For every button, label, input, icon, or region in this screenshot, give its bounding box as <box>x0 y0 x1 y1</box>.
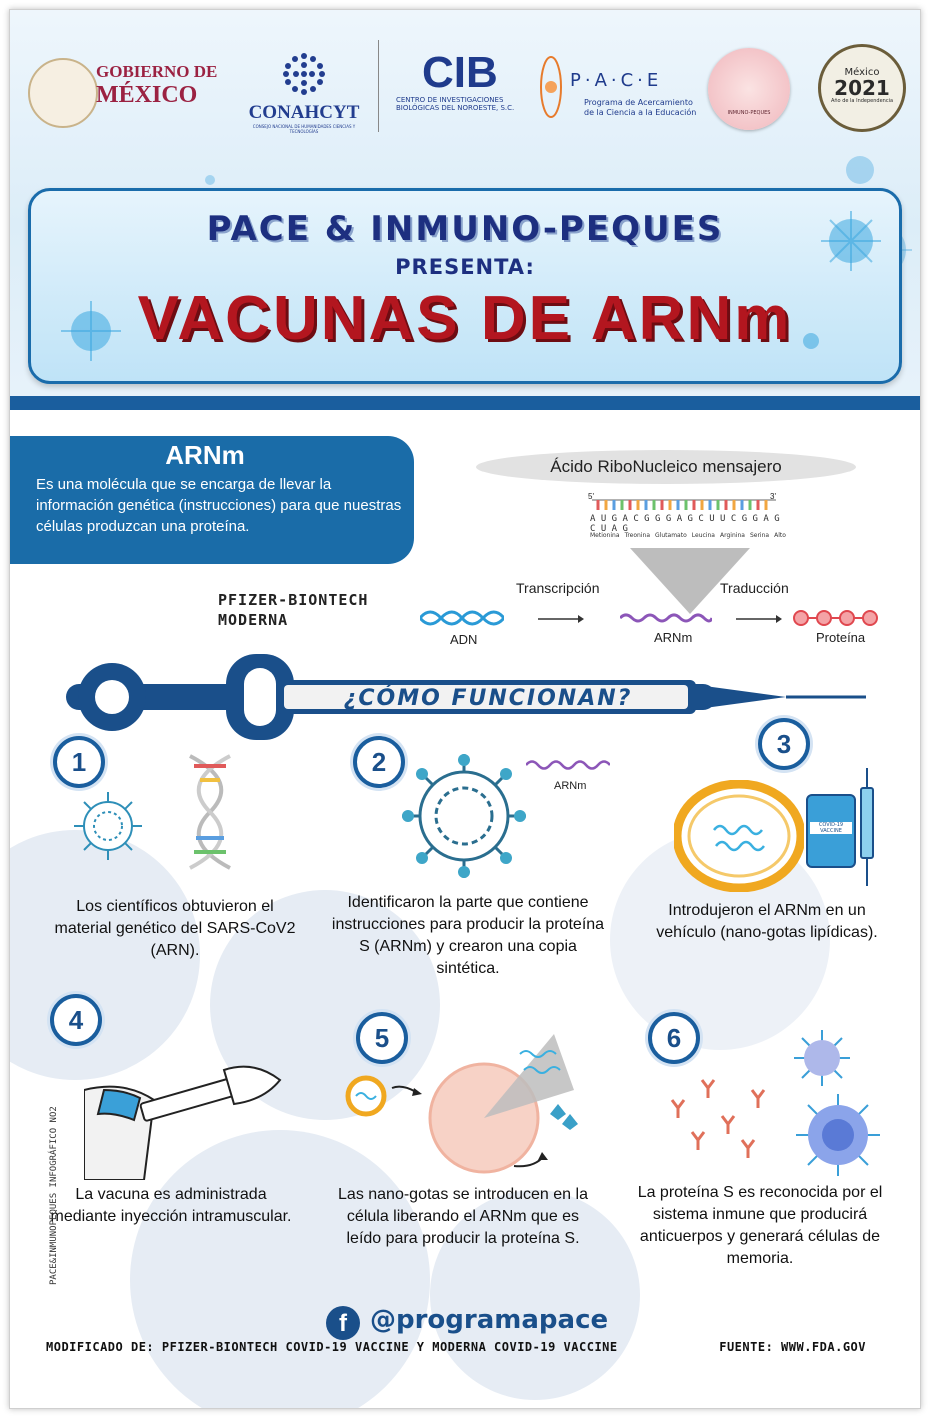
coronavirus-cross-section-icon <box>402 754 526 878</box>
footer-source: FUENTE: WWW.FDA.GOV <box>719 1340 866 1354</box>
conahcyt-sublabel: CONSEJO NACIONAL DE HUMANIDADES CIENCIAS Y TECNOLOGÍAS <box>252 124 356 134</box>
title-line-1: PACE & INMUNO-PEQUES <box>206 209 724 249</box>
cib-sub2: BIOLÓGICAS DEL NOROESTE, S.C. <box>396 104 515 112</box>
arrow-right-icon <box>538 614 584 624</box>
step-2-text: Identificaron la parte que contiene instrucciones para producir la proteína S (ARNm) y crearon una copia sintética. <box>331 894 605 977</box>
amino-acid-row <box>590 532 786 539</box>
cell-entry-icon <box>344 1034 584 1184</box>
brand-pfizer: PFIZER-BIONTECH <box>218 591 369 609</box>
gobierno-seal-icon <box>28 58 98 128</box>
translation-label: Traducción <box>720 580 789 596</box>
step-2-number: 2 <box>353 736 405 788</box>
step-2-arnm-label: ARNm <box>554 780 587 792</box>
side-credit: PACE&INMUNOPEQUES INFOGRÁFICO NO2 <box>49 1106 59 1285</box>
facebook-icon[interactable]: f <box>326 1306 360 1340</box>
mexico-2021-line3: Año de la Independencia <box>830 98 894 104</box>
amino-acid-label: Serina <box>749 532 770 539</box>
gobierno-line2: MÉXICO <box>96 82 198 108</box>
arnm-strand-icon <box>526 756 610 774</box>
amino-acid-label: Arginina <box>720 532 745 539</box>
conahcyt-label: CONAHCYT <box>248 102 360 123</box>
pace-sub1: Programa de Acercamiento <box>584 98 693 107</box>
arrow-right-icon <box>736 614 782 624</box>
mrna-strand-icon <box>592 498 776 512</box>
dna-helix-icon <box>420 606 504 630</box>
mexico-2021-line2: 2021 <box>834 76 890 100</box>
amino-acid-label: Treonina <box>624 532 650 539</box>
protein-chain-icon <box>792 608 884 628</box>
mexico-2021-line1: México <box>844 67 880 78</box>
pace-sub2: de la Ciencia a la Educación <box>584 108 697 117</box>
step-6-text: La proteína S es reconocida por el sistema inmune que producirá anticuerpos y generará células de memoria. <box>637 1184 883 1267</box>
injection-arm-icon <box>84 1060 284 1180</box>
title-main: VACUNAS DE ARNm <box>137 284 793 353</box>
virus-icon <box>72 790 144 862</box>
brand-moderna: MODERNA <box>218 611 289 629</box>
title-line-2: PRESENTA: <box>395 255 535 279</box>
cib-sub1: CENTRO DE INVESTIGACIONES <box>396 96 504 104</box>
mrna-name-pill: Ácido RiboNucleico mensajero <box>476 450 856 484</box>
inmuno-peques-logo <box>708 48 790 130</box>
step-4-number: 4 <box>50 994 102 1046</box>
step-5-text: Las nano-gotas se introducen en la célula liberando el ARNm que es leído para producir la proteína S. <box>338 1186 588 1247</box>
conahcyt-dots-icon <box>280 50 328 98</box>
step-5-number: 5 <box>356 1012 408 1064</box>
infographic <box>9 9 921 1409</box>
gobierno-line1: GOBIERNO DE <box>96 62 218 81</box>
rna-helix-icon <box>170 752 250 872</box>
cib-label: CIB <box>422 48 498 97</box>
amino-acid-label: Alto <box>774 532 786 539</box>
lipid-nanoparticle-icon <box>674 780 804 892</box>
footer <box>46 1340 896 1354</box>
mrna-wave-icon <box>620 608 712 628</box>
step-4-text: La vacuna es administrada mediante inyección intramuscular. <box>50 1186 292 1225</box>
vial-label: COVID-19 VACCINE <box>810 822 852 834</box>
amino-acid-label: Metionina <box>590 532 620 539</box>
step-1-text: Los científicos obtuvieron el material genético del SARS-CoV2 (ARN). <box>54 898 296 959</box>
mrna-sequence: A U G A C G G G A G C U U C G G A G C U A G <box>590 514 780 534</box>
five-prime-label: 5' <box>588 492 594 501</box>
gobierno-logo <box>96 62 236 109</box>
adn-label: ADN <box>450 632 478 647</box>
conahcyt-logo <box>242 50 366 134</box>
blue-divider-band <box>10 396 920 410</box>
title-box <box>28 188 902 384</box>
syringe-icon <box>852 768 882 888</box>
vaccine-vial-icon <box>806 794 856 868</box>
step-6-number: 6 <box>648 1012 700 1064</box>
arnm-title: ARNm <box>165 440 245 470</box>
pace-label: P·A·C·E <box>570 70 663 91</box>
cib-logo <box>396 50 522 112</box>
protein-label: Proteína <box>816 630 866 645</box>
step-3-text: Introdujeron el ARNm en un vehículo (nano-gotas lipídicas). <box>656 902 878 941</box>
arnm-description: Es una molécula que se encarga de llevar la información genética (instrucciones) para que nuestras células produzcan una proteína. <box>36 476 402 535</box>
step-1-number: 1 <box>53 736 105 788</box>
three-prime-label: 3' <box>770 492 776 501</box>
footer-modified-from: MODIFICADO DE: PFIZER-BIONTECH COVID-19 VACCINE Y MODERNA COVID-19 VACCINE <box>46 1340 618 1354</box>
amino-acid-label: Glutamato <box>655 532 687 539</box>
pace-orbit-icon <box>526 52 576 122</box>
arnm-label: ARNm <box>654 630 693 645</box>
transcription-label: Transcripción <box>516 580 600 596</box>
mexico-2021-logo <box>818 44 906 132</box>
vaccine-brands <box>218 590 368 630</box>
header-divider <box>378 40 379 132</box>
immune-response-icon <box>662 1020 892 1180</box>
facebook-handle-link[interactable]: @programapace <box>370 1305 609 1335</box>
inmuno-peques-label: INMUNO-PEQUES <box>727 110 771 116</box>
amino-acid-label: Leucina <box>691 532 715 539</box>
how-it-works-title: ¿CÓMO FUNCIONAN? <box>343 686 633 711</box>
step-3-number: 3 <box>758 718 810 770</box>
